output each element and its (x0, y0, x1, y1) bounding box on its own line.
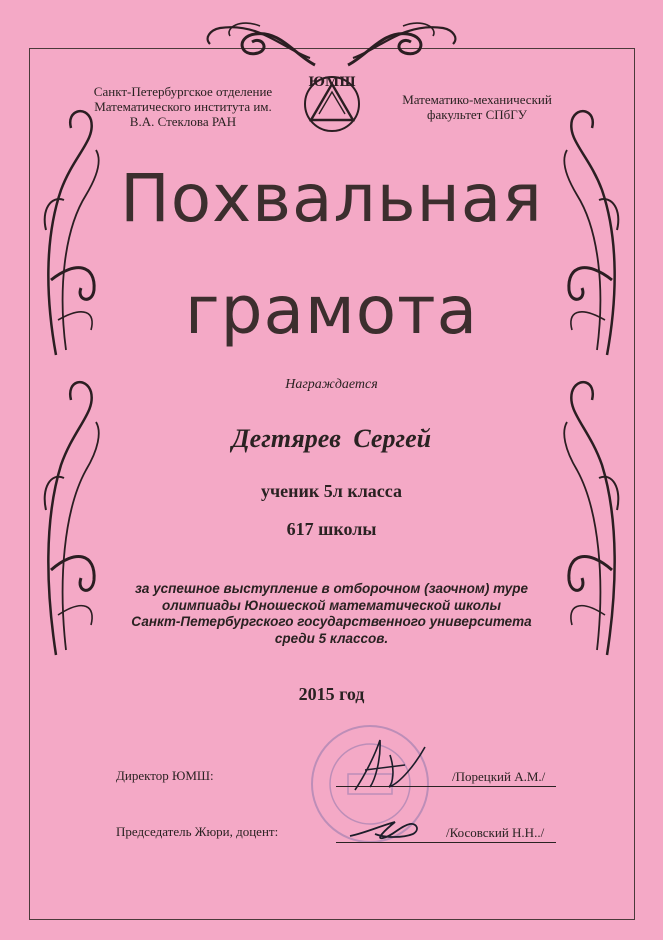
chair-name: /Косовский Н.Н../ (446, 825, 545, 840)
top-right-ornament (343, 20, 463, 70)
chair-label: Председатель Жюри, доцент: (116, 824, 279, 839)
year-text: 2015 год (298, 684, 365, 704)
title-line-2: грамота (184, 272, 479, 349)
grade-text: ученик 5л класса (260, 481, 403, 501)
award-reason (100, 581, 563, 647)
awarded-label: Награждается (285, 377, 378, 392)
org-left-line: Математического института им. (94, 99, 272, 114)
director-signature (345, 735, 435, 795)
right-lower-ornament (557, 370, 627, 660)
recipient-name: Дегтярев Сергей (231, 424, 432, 453)
school-logo (297, 70, 367, 134)
logo-text: ЮМШ (308, 75, 356, 90)
org-left-line: В.А. Стеклова РАН (129, 114, 237, 129)
org-left-line: Санкт-Петербургское отделение (93, 84, 273, 99)
left-lower-ornament (36, 370, 106, 660)
reason-line: олимпиады Юношеской математической школы (162, 597, 501, 613)
top-left-ornament (200, 20, 320, 70)
director-label: Директор ЮМШ: (116, 768, 214, 783)
org-right-line: Математико-механический (402, 92, 552, 107)
school-text: 617 школы (286, 519, 377, 539)
organization-right (392, 92, 562, 122)
organization-left (88, 84, 278, 129)
chair-signature (345, 808, 425, 848)
reason-line: среди 5 классов. (274, 630, 389, 646)
org-right-line: факультет СПбГУ (427, 107, 527, 122)
reason-line: Санкт-Петербургского государственного университета (131, 614, 532, 629)
title-line-1: Похвальная (120, 160, 543, 237)
director-name: /Порецкий А.М./ (452, 769, 546, 784)
reason-line: за успешное выступление в отборочном (заочном) туре (134, 581, 529, 596)
